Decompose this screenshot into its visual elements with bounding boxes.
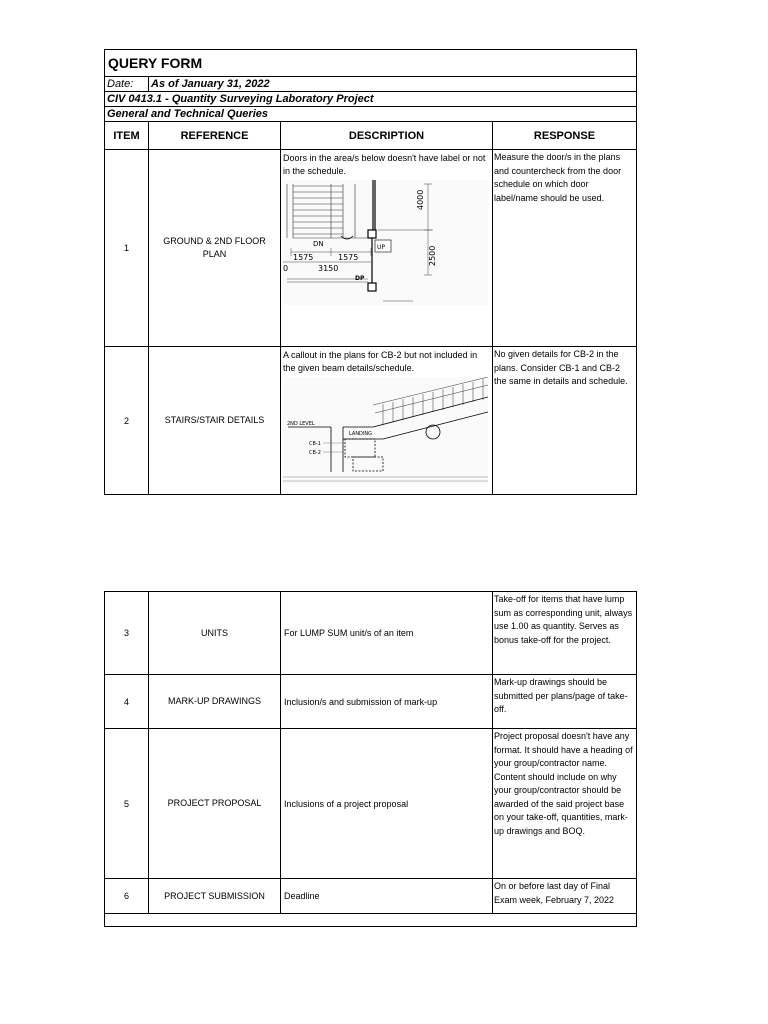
- table-row: [105, 150, 637, 347]
- description-text: A callout in the plans for CB-2 but not included in the given beam details/schedule.: [283, 350, 478, 374]
- empty-cell: [105, 914, 637, 927]
- header-description: DESCRIPTION: [281, 122, 493, 150]
- dim-3150: 3150: [318, 264, 339, 274]
- reference-cell: PROJECT SUBMISSION: [149, 879, 281, 914]
- table-row: [105, 729, 637, 879]
- description-cell: Deadline: [281, 879, 493, 914]
- table-row: [105, 879, 637, 914]
- reference-cell: PROJECT PROPOSAL: [149, 729, 281, 879]
- item-number: 5: [105, 729, 149, 879]
- project-title: CIV 0413.1 - Quantity Surveying Laboratory Project: [105, 92, 637, 107]
- stair-section-drawing: [283, 377, 488, 485]
- description-cell: [281, 150, 493, 347]
- reference-cell: MARK-UP DRAWINGS: [149, 675, 281, 729]
- query-form-bottom: [104, 591, 636, 927]
- dim-1575-b: 1575: [338, 253, 359, 263]
- dim-zero: 0: [283, 264, 289, 274]
- date-label: Date:: [105, 77, 149, 92]
- label-landing: LANDING: [349, 431, 373, 438]
- header-item: ITEM: [105, 122, 149, 150]
- response-cell: Project proposal doesn't have any format. It should have a heading of your group/contractor name. Content should include on why your group/contractor should be awarded of the said project base on your take-off, quantities, mark-up drawings and BOQ.: [493, 729, 637, 879]
- description-cell: For LUMP SUM unit/s of an item: [281, 592, 493, 675]
- item-number: 2: [105, 347, 149, 495]
- reference-cell: GROUND & 2ND FLOOR PLAN: [149, 150, 281, 347]
- table-row: [105, 675, 637, 729]
- response-cell: Mark-up drawings should be submitted per plans/page of take-off.: [493, 675, 637, 729]
- table-row: [105, 592, 637, 675]
- label-up: UP: [377, 244, 386, 252]
- date-value: As of January 31, 2022: [149, 77, 637, 92]
- item-number: 4: [105, 675, 149, 729]
- dim-4000: 4000: [416, 189, 425, 211]
- label-cb1: CB-1: [309, 441, 321, 448]
- reference-cell: UNITS: [149, 592, 281, 675]
- floor-plan-drawing: [283, 180, 488, 305]
- table-row: [105, 347, 637, 495]
- description-cell: Inclusion/s and submission of mark-up: [281, 675, 493, 729]
- header-response: RESPONSE: [493, 122, 637, 150]
- query-table-top: [104, 49, 637, 495]
- response-cell: On or before last day of Final Exam week, February 7, 2022: [493, 879, 637, 914]
- dim-1575-a: 1575: [293, 253, 314, 263]
- description-cell: Inclusions of a project proposal: [281, 729, 493, 879]
- query-form-top: [104, 49, 636, 495]
- query-category: General and Technical Queries: [105, 107, 637, 122]
- reference-cell: STAIRS/STAIR DETAILS: [149, 347, 281, 495]
- empty-row: [105, 914, 637, 927]
- query-table-bottom: [104, 591, 637, 927]
- item-number: 3: [105, 592, 149, 675]
- response-cell: No given details for CB-2 in the plans. Consider CB-1 and CB-2 the same in details and schedule.: [493, 347, 637, 495]
- form-title: QUERY FORM: [105, 50, 637, 77]
- label-dn: DN: [313, 240, 324, 249]
- description-cell: [281, 347, 493, 495]
- description-text: Doors in the area/s below doesn't have label or not in the schedule.: [283, 153, 486, 177]
- response-cell: Measure the door/s in the plans and countercheck from the door schedule on which door label/name should be used.: [493, 150, 637, 347]
- item-number: 6: [105, 879, 149, 914]
- dim-2500: 2500: [428, 245, 437, 267]
- response-cell: Take-off for items that have lump sum as corresponding unit, always use 1.00 as quantity. Serves as bonus take-off for the project.: [493, 592, 637, 675]
- label-level: 2ND LEVEL: [287, 421, 315, 428]
- header-reference: REFERENCE: [149, 122, 281, 150]
- label-dp: DP: [355, 275, 365, 283]
- item-number: 1: [105, 150, 149, 347]
- label-cb2: CB-2: [309, 450, 321, 457]
